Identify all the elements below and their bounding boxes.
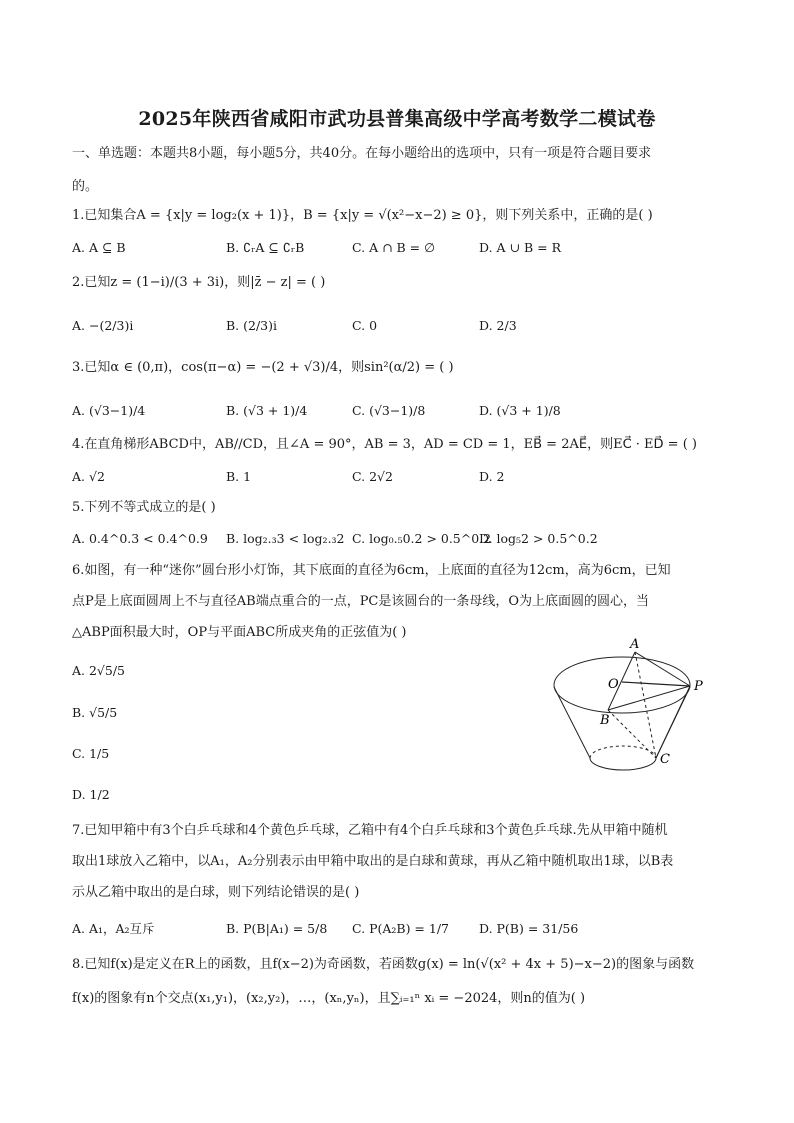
question-6-stem-line2: 点P是上底面圆周上不与直径AB端点重合的一点，PC是该圆台的一条母线，O为上底面圆的圆心，当 (72, 594, 650, 609)
q3-option-a: A. (√3−1)/4 (72, 403, 146, 418)
q4-option-c: C. 2√2 (352, 469, 393, 484)
question-8-stem-line2: f(x)的图象有n个交点(x₁,y₁)，(x₂,y₂)，…，(xₙ,yₙ)，且∑ᵢ₌₁ⁿ xᵢ = −2024，则n的值为( ) (72, 991, 586, 1006)
question-1-stem: 1.已知集合A = {x|y = log₂(x + 1)}，B = {x|y = √(x²−x−2) ≥ 0}，则下列关系中，正确的是( ) (72, 208, 653, 223)
section-heading-cont: 的。 (72, 179, 99, 194)
q3-option-b: B. (√3 + 1)/4 (226, 403, 308, 418)
q2-option-c: C. 0 (352, 318, 378, 333)
question-6-stem-line3: △ABP面积最大时，OP与平面ABC所成夹角的正弦值为( ) (72, 625, 407, 640)
label-c: C (660, 752, 670, 767)
q7-option-b: B. P(B|A₁) = 5/8 (226, 921, 328, 936)
q1-option-d: D. A ∪ B = R (479, 240, 561, 255)
q2-option-b: B. (2/3)i (226, 318, 278, 333)
label-p: P (694, 679, 703, 694)
q1-option-a: A. A ⊆ B (72, 240, 126, 255)
q4-option-b: B. 1 (226, 469, 252, 484)
q7-option-a: A. A₁，A₂互斥 (72, 921, 155, 936)
q3-option-d: D. (√3 + 1)/8 (479, 403, 561, 418)
q5-option-b: B. log₂.₃3 < log₂.₃2 (226, 531, 345, 546)
label-o: O (608, 677, 619, 692)
page-title: 2025年陕西省咸阳市武功县普集高级中学高考数学二模试卷 (138, 108, 656, 130)
label-a: A (630, 637, 640, 652)
q6-option-d: D. 1/2 (72, 787, 110, 802)
question-6-stem-line1: 6.如图，有一种“迷你”圆台形小灯饰，其下底面的直径为6cm，上底面的直径为12cm，高为6cm，已知 (72, 563, 671, 578)
frustum-figure (540, 630, 720, 780)
question-2-stem: 2.已知z = (1−i)/(3 + 3i)，则|z̄ − z| = ( ) (72, 275, 326, 290)
question-7-stem-line1: 7.已知甲箱中有3个白乒乓球和4个黄色乒乓球，乙箱中有4个白乒乓球和3个黄色乒乓球.先从甲箱中随机 (72, 823, 668, 838)
q6-option-b: B. √5/5 (72, 705, 118, 720)
q6-option-c: C. 1/5 (72, 746, 110, 761)
q3-option-c: C. (√3−1)/8 (352, 403, 426, 418)
q1-option-c: C. A ∩ B = ∅ (352, 240, 436, 255)
label-b: B (600, 713, 610, 728)
q5-option-a: A. 0.4^0.3 < 0.4^0.9 (72, 531, 208, 546)
q7-option-c: C. P(A₂B) = 1/7 (352, 921, 449, 936)
q5-option-d: D. log₅2 > 0.5^0.2 (479, 531, 598, 546)
q4-option-d: D. 2 (479, 469, 505, 484)
q2-option-a: A. −(2/3)i (72, 318, 134, 333)
question-4-stem: 4.在直角梯形ABCD中，AB//CD，且∠A = 90°，AB = 3，AD = CD = 1，EB⃗ = 2AE⃗，则EC⃗ · ED⃗ = ( ) (72, 437, 697, 452)
question-7-stem-line2: 取出1球放入乙箱中，以A₁，A₂分别表示由甲箱中取出的是白球和黄球，再从乙箱中随机取出1球，以B表 (72, 854, 674, 869)
question-3-stem: 3.已知α ∈ (0,π)，cos(π−α) = −(2 + √3)/4，则sin²(α/2) = ( ) (72, 360, 454, 375)
question-5-stem: 5.下列不等式成立的是( ) (72, 500, 216, 515)
q6-option-a: A. 2√5/5 (72, 663, 126, 678)
question-8-stem-line1: 8.已知f(x)是定义在R上的函数，且f(x−2)为奇函数，若函数g(x) = ln(√(x² + 4x + 5)−x−2)的图象与函数 (72, 957, 695, 972)
q2-option-d: D. 2/3 (479, 318, 517, 333)
q5-option-c: C. log₀.₅0.2 > 0.5^0.2 (352, 531, 492, 546)
q4-option-a: A. √2 (72, 469, 105, 484)
q1-option-b: B. ∁ᵣA ⊆ ∁ᵣB (226, 240, 305, 255)
q7-option-d: D. P(B) = 31/56 (479, 921, 579, 936)
section-heading: 一、单选题：本题共8小题，每小题5分，共40分。在每小题给出的选项中，只有一项是符合题目要求 (72, 146, 652, 161)
question-7-stem-line3: 示从乙箱中取出的是白球，则下列结论错误的是( ) (72, 885, 360, 900)
